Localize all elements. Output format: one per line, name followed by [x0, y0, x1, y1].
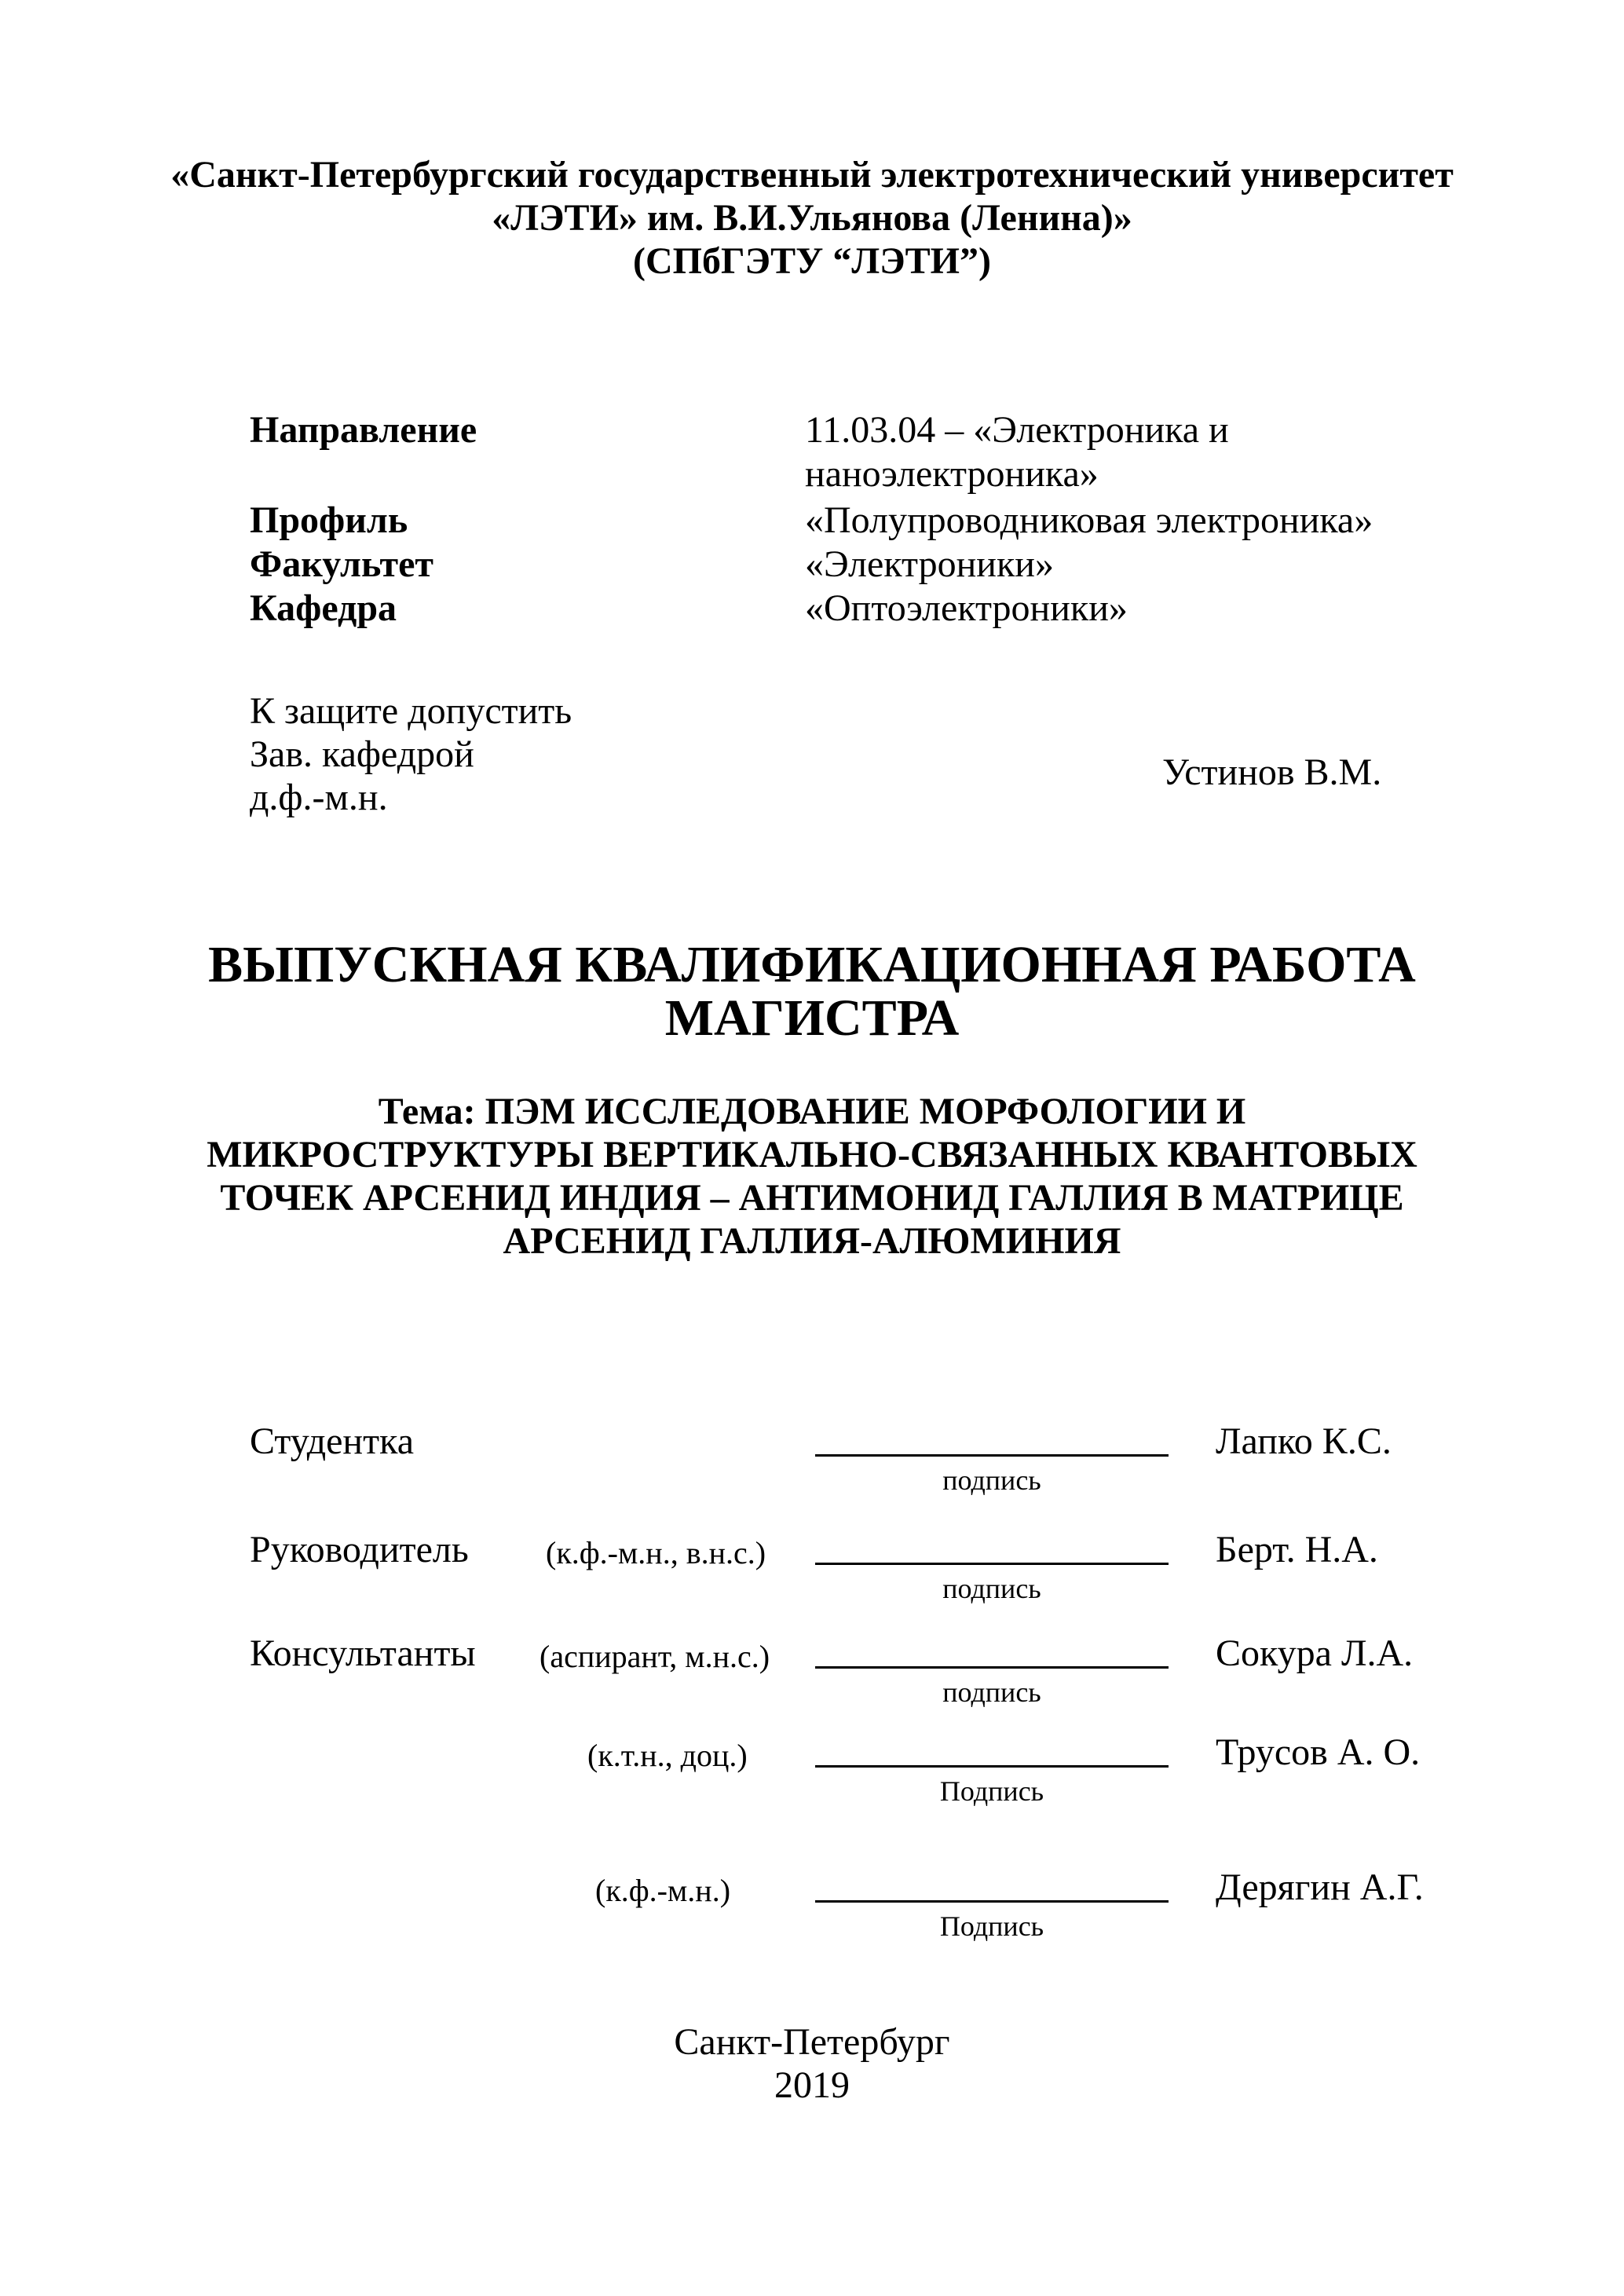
footer-year: 2019 — [774, 2064, 850, 2106]
consultant-2-signature-line — [815, 1731, 1169, 1768]
thesis-theme-line-2: МИКРОСТРУКТУРЫ ВЕРТИКАЛЬНО-СВЯЗАННЫХ КВАНТОВЫХ — [207, 1134, 1417, 1175]
thesis-theme-line-1: Тема: ПЭМ ИССЛЕДОВАНИЕ МОРФОЛОГИИ И — [378, 1091, 1246, 1132]
faculty-value: «Электроники» — [805, 543, 1054, 585]
student-signature-line — [815, 1420, 1169, 1457]
consultant-3-signature-caption: Подпись — [939, 1910, 1044, 1942]
consultant-1-signature-line — [815, 1632, 1169, 1669]
consultants-role-label: Консультанты — [250, 1632, 476, 1674]
supervisor-name: Берт. Н.А. — [1216, 1529, 1378, 1570]
thesis-theme — [0, 1090, 1624, 1263]
department-value: «Оптоэлектроники» — [805, 587, 1128, 629]
consultant-1-signature-caption: подпись — [942, 1676, 1041, 1708]
university-header-line-1: «Санкт-Петербургский государственный электротехнический университет — [170, 154, 1454, 196]
university-header — [0, 153, 1624, 283]
consultant-3-signature-line — [815, 1866, 1169, 1903]
admission-line-1: К защите допустить — [250, 690, 572, 732]
consultant-2-name: Трусов А. О. — [1216, 1731, 1421, 1773]
consultant-1-qualification: (аспирант, м.н.с.) — [540, 1639, 770, 1674]
work-title-line-2: МАГИСТРА — [664, 989, 960, 1047]
consultant-2-qualification: (к.т.н., доц.) — [587, 1738, 748, 1773]
admission-line-3: д.ф.-м.н. — [250, 777, 388, 818]
profile-label: Профиль — [250, 499, 408, 541]
footer-city: Санкт-Петербург — [674, 2021, 950, 2063]
admission-line-2: Зав. кафедрой — [250, 733, 474, 775]
faculty-label: Факультет — [250, 543, 433, 585]
student-role-label: Студентка — [250, 1420, 414, 1462]
university-header-line-3: (СПбГЭТУ “ЛЭТИ”) — [633, 240, 991, 282]
consultant-1-name: Сокура Л.А. — [1216, 1632, 1414, 1674]
footer-block — [0, 2020, 1624, 2107]
admission-lines — [250, 689, 572, 819]
department-label: Кафедра — [250, 587, 397, 629]
head-of-department-name: Устинов В.М. — [1162, 751, 1382, 793]
university-header-line-2: «ЛЭТИ» им. В.И.Ульянова (Ленина)» — [492, 197, 1132, 239]
supervisor-signature-line — [815, 1528, 1169, 1565]
profile-value: «Полупроводниковая электроника» — [805, 499, 1373, 541]
student-signature-caption: подпись — [942, 1464, 1041, 1496]
consultant-3-name: Дерягин А.Г. — [1216, 1866, 1424, 1908]
thesis-theme-line-3: ТОЧЕК АРСЕНИД ИНДИЯ – АНТИМОНИД ГАЛЛИЯ В МАТРИЦЕ — [220, 1177, 1404, 1219]
consultant-2-signature-caption: Подпись — [939, 1775, 1044, 1807]
supervisor-qualification: (к.ф.-м.н., в.н.с.) — [546, 1535, 766, 1570]
supervisor-signature-caption: подпись — [942, 1573, 1041, 1604]
direction-value: 11.03.04 – «Электроника и наноэлектроника» — [805, 409, 1229, 495]
supervisor-role-label: Руководитель — [250, 1529, 469, 1570]
direction-label: Направление — [250, 409, 477, 451]
consultant-3-qualification: (к.ф.-м.н.) — [595, 1873, 731, 1908]
work-title — [0, 938, 1624, 1045]
work-title-line-1: ВЫПУСКНАЯ КВАЛИФИКАЦИОННАЯ РАБОТА — [208, 936, 1416, 993]
student-name: Лапко К.С. — [1216, 1420, 1392, 1462]
thesis-theme-line-4: АРСЕНИД ГАЛЛИЯ-АЛЮМИНИЯ — [503, 1220, 1121, 1262]
